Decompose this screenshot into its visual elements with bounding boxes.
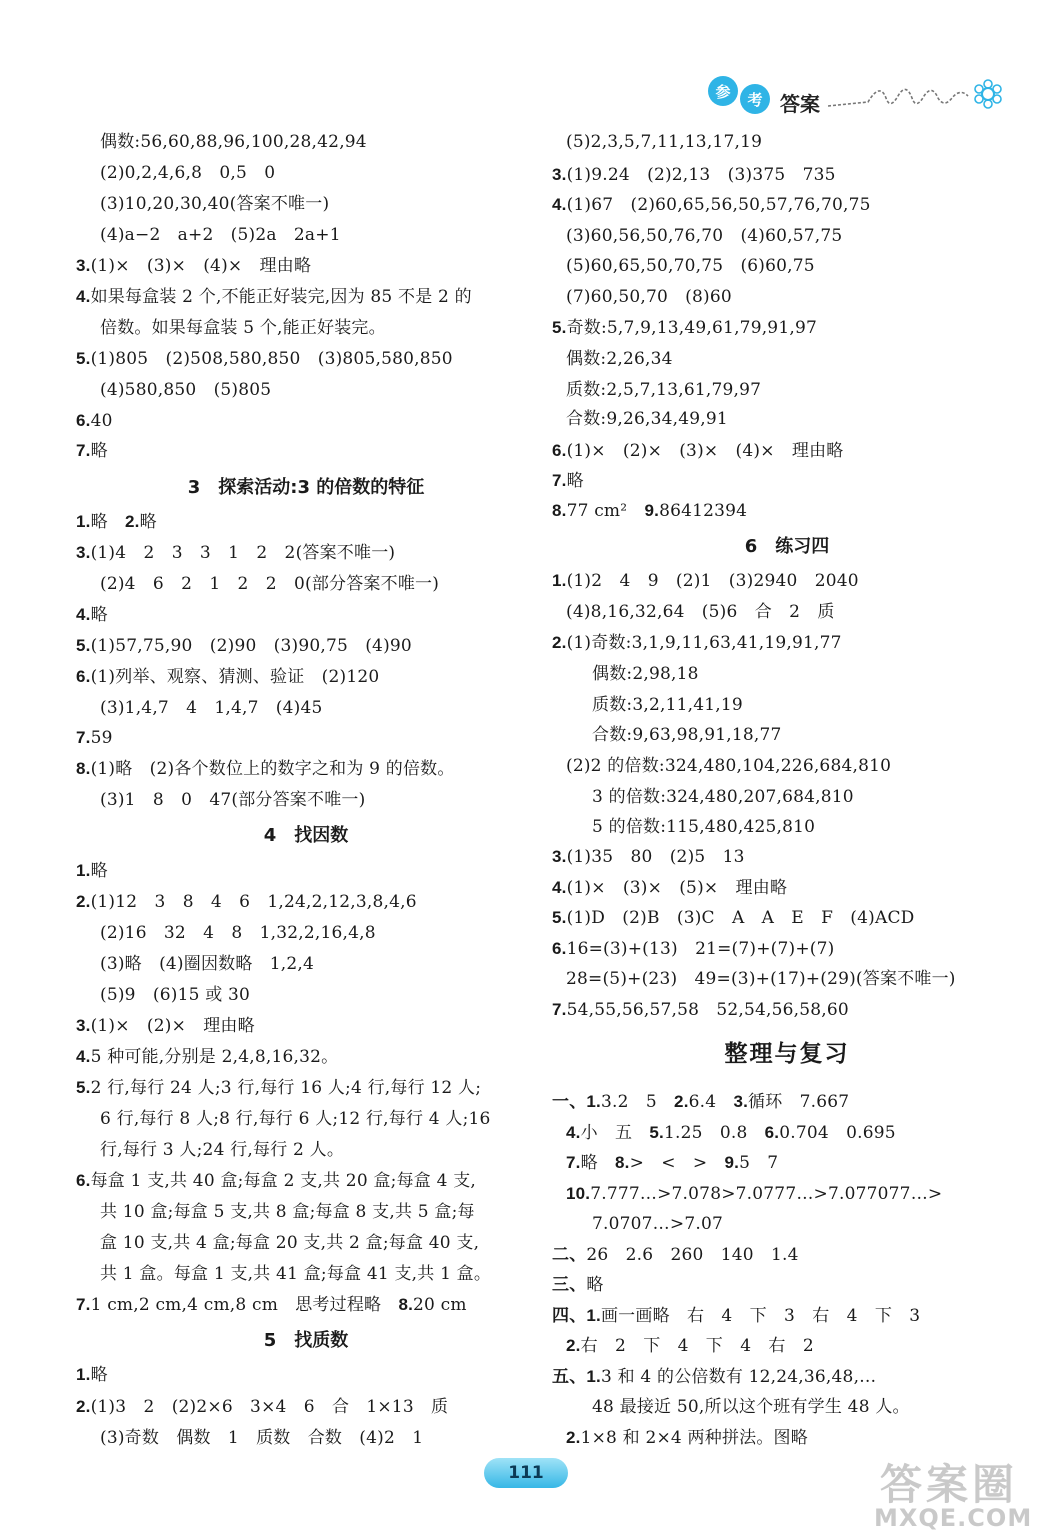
answer-text: 略	[90, 441, 108, 461]
answer-text: 16=(3)+(13) 21=(7)+(7)+(7)	[566, 939, 835, 959]
answer-line	[552, 570, 859, 592]
answer-line	[100, 1427, 423, 1449]
answer-line	[552, 999, 849, 1021]
item-number: 9.	[724, 1153, 740, 1172]
answer-line	[100, 789, 365, 811]
section-heading: 6 练习四	[744, 536, 830, 557]
answer-line	[76, 410, 113, 432]
item-number: 2.	[566, 1428, 581, 1447]
answer-text: 48 最接近 50,所以这个班有学生 48 人。	[592, 1397, 910, 1417]
item-number: 7.	[76, 441, 91, 460]
answer-text: 5 种可能,分别是 2,4,8,16,32。	[90, 1047, 339, 1067]
answer-line	[552, 1366, 876, 1388]
answer-text: (1)略 (2)各个数位上的数字之和为 9 的倍数。	[90, 759, 455, 779]
item-number: 4.	[552, 878, 567, 897]
item-number: 4.	[76, 605, 91, 624]
section-heading: 5 找质数	[263, 1330, 349, 1351]
chapter-heading: 整理与复习	[724, 1041, 850, 1067]
answer-line	[100, 224, 341, 246]
item-number: 6.	[76, 667, 91, 686]
answer-line	[566, 601, 835, 623]
header-title: 答案	[780, 92, 820, 116]
answer-text: (1)9.24 (2)2,13 (3)375 735	[566, 165, 836, 185]
answer-text: (1)× (3)× (5)× 理由略	[566, 878, 788, 898]
answer-text: 5 的倍数:115,480,425,810	[592, 817, 816, 837]
answer-text: (1)D (2)B (3)C A A E F (4)ACD	[566, 908, 915, 928]
answer-text: (1)67 (2)60,65,56,50,57,76,70,75	[566, 195, 871, 215]
answer-line	[552, 470, 584, 492]
item-number: 三、	[552, 1275, 587, 1294]
answer-text: 略	[90, 861, 108, 881]
answer-line	[100, 953, 314, 975]
item-number: 2.	[674, 1092, 689, 1111]
item-number: 7.	[76, 1295, 91, 1314]
item-number: 3.	[76, 1016, 91, 1035]
answer-line	[76, 1294, 467, 1316]
item-number: 6.	[552, 441, 567, 460]
answer-text: 7.0707…>7.07	[592, 1214, 723, 1234]
answer-line	[566, 286, 732, 308]
answer-line	[552, 1244, 799, 1266]
answer-text: 26 2.6 260 140 1.4	[586, 1245, 799, 1265]
answer-text: 合数:9,63,98,91,18,77	[592, 725, 782, 745]
answer-text: (1)× (3)× (4)× 理由略	[90, 256, 312, 276]
answer-text: (1)805 (2)508,580,850 (3)805,580,850	[90, 349, 453, 369]
answer-line	[552, 440, 843, 462]
item-number: 1.	[76, 512, 91, 531]
answer-line	[100, 697, 323, 719]
answer-text: (1)3 2 (2)2×6 3×4 6 合 1×13 质	[90, 1397, 449, 1417]
answer-text: (2)2 的倍数:324,480,104,226,684,810	[566, 756, 892, 776]
answer-line	[566, 1152, 778, 1174]
answer-text: (2)0,2,4,6,8 0,5 0	[100, 163, 276, 183]
answer-text: 小 五	[580, 1123, 650, 1143]
answer-text: 共 1 盒。每盒 1 支,共 41 盒;每盒 41 支,共 1 盒。	[100, 1264, 492, 1284]
answer-text: (4)8,16,32,64 (5)6 合 2 质	[566, 602, 835, 622]
answer-line	[76, 255, 311, 277]
answer-line	[76, 1170, 476, 1192]
answer-text: 如果每盒装 2 个,不能正好装完,因为 85 不是 2 的	[90, 287, 472, 307]
answer-text: (3)1,4,7 4 1,4,7 (4)45	[100, 698, 323, 718]
answer-text: 1×8 和 2×4 两种拼法。图略	[580, 1428, 808, 1448]
answer-text: 共 10 盒;每盒 5 支,共 8 盒;每盒 8 支,共 5 盒;每	[100, 1202, 475, 1222]
answer-text: 6 行,每行 8 人;8 行,每行 6 人;12 行,每行 4 人;16	[100, 1109, 491, 1129]
item-number: 1.	[76, 1365, 91, 1384]
answer-text: 3 的倍数:324,480,207,684,810	[592, 787, 854, 807]
answer-text: (4)580,850 (5)805	[100, 380, 272, 400]
answer-text: 77 cm²	[566, 501, 645, 521]
section-heading: 4 找因数	[263, 825, 349, 846]
item-number: 3.	[76, 543, 91, 562]
item-number: 4.	[76, 287, 91, 306]
item-number: 7.	[552, 471, 567, 490]
item-number: 3.	[552, 165, 567, 184]
answer-text: (5)60,65,50,70,75 (6)60,75	[566, 256, 815, 276]
answer-line	[76, 348, 453, 370]
answer-text: 略	[90, 1365, 108, 1385]
answer-text: 偶数:2,26,34	[566, 349, 673, 369]
answer-line	[76, 758, 455, 780]
answer-text: 奇数:5,7,9,13,49,61,79,91,97	[566, 318, 817, 338]
answer-line	[100, 1139, 344, 1161]
item-number: 3.	[76, 256, 91, 275]
answer-text: (3)1 8 0 47(部分答案不唯一)	[100, 790, 366, 810]
answer-text: 1.25 0.8	[663, 1123, 765, 1143]
answer-text: 画一画略 右 4 下 3 右 4 下 3	[600, 1306, 921, 1326]
answer-line	[100, 379, 271, 401]
answer-text: 6.4	[688, 1092, 734, 1112]
item-number: 9.	[644, 501, 660, 520]
item-number: 6.	[764, 1123, 780, 1142]
answer-text: 86412394	[659, 501, 748, 521]
answer-line	[592, 724, 782, 746]
watermark	[870, 1452, 1038, 1530]
answer-text: 3.2 5	[600, 1092, 675, 1112]
item-number: 2.	[566, 1336, 581, 1355]
item-number: 5.	[76, 349, 91, 368]
page-number: 111	[484, 1458, 568, 1488]
answer-text: (1)4 2 3 3 1 2 2(答案不唯一)	[90, 543, 396, 563]
answer-line	[76, 604, 108, 626]
answer-line	[592, 663, 699, 685]
answer-line	[566, 1335, 814, 1357]
item-number: 8.	[552, 501, 567, 520]
answer-text: 略	[580, 1153, 615, 1173]
answer-line	[592, 786, 854, 808]
answer-line	[552, 877, 787, 899]
answer-line	[76, 1015, 255, 1037]
answer-text: (1)× (2)× 理由略	[90, 1016, 255, 1036]
answer-line	[76, 891, 417, 913]
section-heading: 3 探索活动:3 的倍数的特征	[187, 477, 425, 498]
answer-text: 倍数。如果每盒装 5 个,能正好装完。	[100, 318, 386, 338]
answer-text: (5)2,3,5,7,11,13,17,19	[566, 132, 763, 152]
answer-line	[552, 194, 871, 216]
answer-text: (7)60,50,70 (8)60	[566, 287, 732, 307]
item-number: 10.	[566, 1184, 591, 1203]
answer-text: 5 7	[739, 1153, 779, 1173]
item-number: 6.	[76, 1171, 91, 1190]
item-number: 1.	[76, 861, 91, 880]
answer-line	[100, 1263, 491, 1285]
answer-text: 质数:3,2,11,41,19	[592, 695, 743, 715]
answer-line	[76, 542, 395, 564]
header-chip-kao: 考	[740, 84, 770, 114]
answer-line	[100, 573, 439, 595]
item-number: 5.	[76, 1078, 91, 1097]
answer-line	[76, 727, 113, 749]
answer-line	[552, 846, 745, 868]
answer-text: 7.777…>7.078>7.0777…>7.077077…>	[590, 1184, 943, 1204]
answer-text: 偶数:56,60,88,96,100,28,42,94	[100, 132, 367, 152]
answer-text: 盒 10 支,共 4 盒;每盒 20 支,共 2 盒;每盒 40 支,	[100, 1233, 480, 1253]
answer-text: 偶数:2,98,18	[592, 664, 699, 684]
answer-text: 右 2 下 4 下 4 右 2	[580, 1336, 814, 1356]
answer-text: > < >	[629, 1153, 725, 1173]
item-number: 7.	[566, 1153, 581, 1172]
answer-line	[76, 511, 157, 533]
answer-line	[100, 984, 250, 1006]
answer-line	[552, 907, 915, 929]
item-number: 8.	[614, 1153, 630, 1172]
answer-line	[76, 1077, 481, 1099]
answer-text: 略	[586, 1275, 604, 1295]
answer-text: 1 cm,2 cm,4 cm,8 cm 思考过程略	[90, 1295, 399, 1315]
item-number: 4.	[76, 1047, 91, 1066]
item-number: 7.	[76, 728, 91, 747]
item-number: 五、1.	[552, 1367, 601, 1386]
answer-line	[100, 922, 376, 944]
item-number: 6.	[552, 939, 567, 958]
answer-line	[566, 968, 956, 990]
answer-line	[566, 225, 842, 247]
answer-line	[566, 379, 761, 401]
answer-line	[566, 755, 891, 777]
answer-text: 合数:9,26,34,49,91	[566, 409, 728, 429]
item-number: 1.	[552, 571, 567, 590]
answer-line	[566, 1183, 942, 1205]
answer-text: 3 和 4 的公倍数有 12,24,36,48,…	[600, 1367, 877, 1387]
answer-text: 54,55,56,57,58 52,54,56,58,60	[566, 1000, 849, 1020]
answer-text: 每盒 1 支,共 40 盒;每盒 2 支,共 20 盒;每盒 4 支,	[90, 1171, 476, 1191]
answer-text: (1)2 4 9 (2)1 (3)2940 2040	[566, 571, 859, 591]
answer-line	[100, 1201, 475, 1223]
answer-line	[566, 408, 728, 430]
answer-line	[552, 1305, 920, 1327]
answer-text: (3)10,20,30,40(答案不唯一)	[100, 194, 330, 214]
answer-text: (1)12 3 8 4 6 1,24,2,12,3,8,4,6	[90, 892, 417, 912]
answer-line	[100, 131, 367, 153]
answer-line	[552, 1274, 604, 1296]
answer-text: (3)60,56,50,76,70 (4)60,57,75	[566, 226, 843, 246]
answer-text: 循环 7.667	[748, 1092, 850, 1112]
watermark-top: 答案圈	[880, 1460, 1019, 1509]
answer-line	[76, 286, 472, 308]
item-number: 4.	[552, 195, 567, 214]
flower-icon	[975, 80, 1001, 108]
answer-text: 略	[566, 471, 584, 491]
answer-line	[566, 1427, 808, 1449]
answer-text: 略	[139, 512, 157, 532]
item-number: 2.	[552, 633, 567, 652]
answer-text: 59	[90, 728, 113, 748]
answer-text: (4)a−2 a+2 (5)2a 2a+1	[100, 225, 341, 245]
answer-line	[552, 164, 836, 186]
header-chip-can: 参	[708, 76, 738, 106]
answer-text: (2)16 32 4 8 1,32,2,16,4,8	[100, 923, 376, 943]
answer-line	[76, 860, 108, 882]
answer-line	[566, 348, 673, 370]
answer-line	[100, 1232, 479, 1254]
answer-text: 28=(5)+(23) 49=(3)+(17)+(29)(答案不唯一)	[566, 969, 956, 989]
answer-line	[552, 317, 817, 339]
answer-text: (5)9 (6)15 或 30	[100, 985, 251, 1005]
item-number: 8.	[76, 759, 91, 778]
answer-line	[100, 317, 386, 339]
answer-line	[552, 938, 834, 960]
answer-text: 略	[90, 512, 125, 532]
decorative-swirl-icon	[828, 74, 1008, 114]
answer-line	[552, 632, 842, 654]
item-number: 5.	[552, 318, 567, 337]
answer-line	[592, 694, 743, 716]
answer-text: (1)35 80 (2)5 13	[566, 847, 745, 867]
answer-text: 质数:2,5,7,13,61,79,97	[566, 380, 762, 400]
answer-line	[552, 500, 747, 522]
answers-header	[708, 72, 1008, 122]
answer-line	[566, 1122, 896, 1144]
item-number: 2.	[76, 892, 91, 911]
answer-line	[592, 1213, 723, 1235]
item-number: 6.	[76, 411, 91, 430]
item-number: 3.	[733, 1092, 749, 1111]
answer-text: 2 行,每行 24 人;3 行,每行 16 人;4 行,每行 12 人;	[90, 1078, 482, 1098]
answer-line	[100, 1108, 491, 1130]
answer-text: (1)× (2)× (3)× (4)× 理由略	[566, 441, 844, 461]
item-number: 5.	[649, 1123, 664, 1142]
answer-line	[592, 1396, 910, 1418]
answer-line	[592, 816, 815, 838]
answer-line	[566, 131, 762, 153]
item-number: 3.	[552, 847, 567, 866]
item-number: 二、	[552, 1245, 587, 1264]
answer-text: 20 cm	[413, 1295, 467, 1315]
answer-text: (1)57,75,90 (2)90 (3)90,75 (4)90	[90, 636, 412, 656]
answer-text: (2)4 6 2 1 2 2 0(部分答案不唯一)	[100, 574, 440, 594]
item-number: 一、1.	[552, 1092, 601, 1111]
answer-text: (1)列举、观察、猜测、验证 (2)120	[90, 667, 380, 687]
answer-line	[100, 162, 275, 184]
item-number: 2.	[124, 512, 140, 531]
answer-line	[76, 440, 108, 462]
answer-line	[76, 1364, 108, 1386]
item-number: 2.	[76, 1397, 91, 1416]
answer-text: (3)略 (4)圈因数略 1,2,4	[100, 954, 315, 974]
item-number: 5.	[76, 636, 91, 655]
answer-text: (1)奇数:3,1,9,11,63,41,19,91,77	[566, 633, 842, 653]
item-number: 5.	[552, 908, 567, 927]
item-number: 8.	[398, 1295, 414, 1314]
item-number: 7.	[552, 1000, 567, 1019]
answer-text: 40	[90, 411, 113, 431]
item-number: 4.	[566, 1123, 581, 1142]
answer-line	[566, 255, 815, 277]
answer-line	[76, 635, 412, 657]
answer-line	[76, 1046, 338, 1068]
item-number: 四、1.	[552, 1306, 601, 1325]
answer-text: 略	[90, 605, 108, 625]
answer-text: 行,每行 3 人;24 行,每行 2 人。	[100, 1140, 345, 1160]
answer-text: 0.704 0.695	[779, 1123, 896, 1143]
answer-line	[100, 193, 329, 215]
answer-text: (3)奇数 偶数 1 质数 合数 (4)2 1	[100, 1428, 424, 1448]
answer-line	[552, 1091, 849, 1113]
answer-line	[76, 666, 379, 688]
answer-line	[76, 1396, 448, 1418]
watermark-bottom: MXQE.COM	[874, 1504, 1033, 1532]
